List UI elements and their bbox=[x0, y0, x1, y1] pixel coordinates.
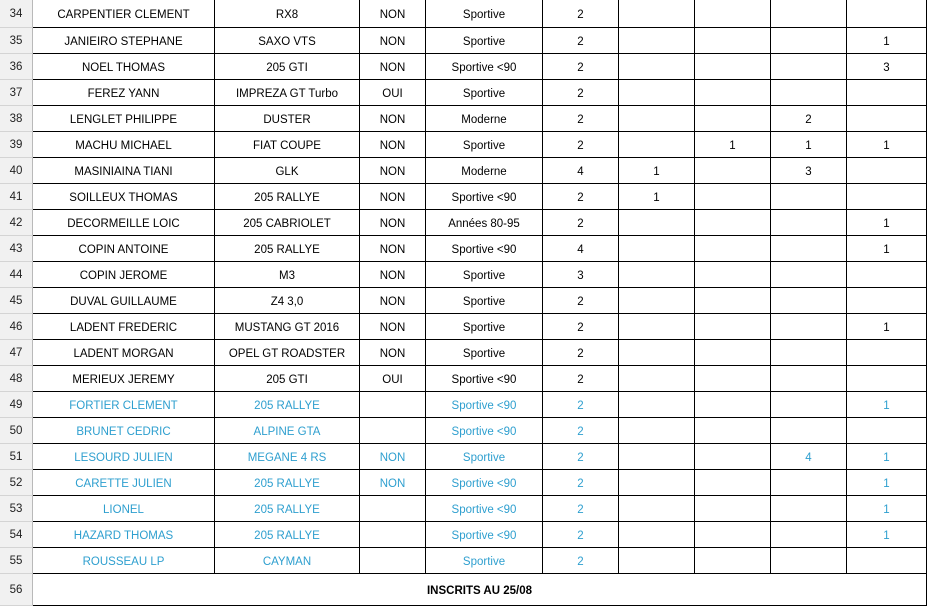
cell-category[interactable]: Sportive <90 bbox=[426, 496, 543, 522]
cell-name[interactable]: LESOURD JULIEN bbox=[33, 444, 215, 470]
cell-count[interactable]: 2 bbox=[543, 392, 619, 418]
cell-car[interactable]: 205 RALLYE bbox=[215, 184, 360, 210]
row-header[interactable]: 36 bbox=[0, 54, 33, 80]
cell-extra-1[interactable] bbox=[619, 314, 695, 340]
table-row bbox=[0, 28, 927, 54]
cell-category[interactable]: Sportive <90 bbox=[426, 470, 543, 496]
table-row bbox=[0, 418, 927, 444]
row-header[interactable]: 34 bbox=[0, 0, 33, 28]
row-header[interactable]: 49 bbox=[0, 392, 33, 418]
cell-extra-1[interactable] bbox=[619, 366, 695, 392]
cell-name[interactable]: MASINIAINA TIANI bbox=[33, 158, 215, 184]
cell-car[interactable]: ALPINE GTA bbox=[215, 418, 360, 444]
cell-option[interactable]: NON bbox=[360, 0, 426, 28]
cell-extra-3[interactable]: 4 bbox=[771, 444, 847, 470]
table-row bbox=[0, 236, 927, 262]
cell-count[interactable]: 2 bbox=[543, 0, 619, 28]
cell-extra-1[interactable] bbox=[619, 496, 695, 522]
cell-extra-4[interactable] bbox=[847, 80, 927, 106]
cell-category[interactable]: Sportive bbox=[426, 314, 543, 340]
cell-category[interactable]: Moderne bbox=[426, 106, 543, 132]
cell-option[interactable] bbox=[360, 522, 426, 548]
cell-extra-3[interactable] bbox=[771, 522, 847, 548]
cell-count[interactable]: 2 bbox=[543, 444, 619, 470]
registered-as-of-label[interactable]: INSCRITS AU 25/08 bbox=[33, 574, 927, 606]
cell-name[interactable]: SOILLEUX THOMAS bbox=[33, 184, 215, 210]
cell-car[interactable]: IMPREZA GT Turbo bbox=[215, 80, 360, 106]
cell-car[interactable]: GLK bbox=[215, 158, 360, 184]
cell-car[interactable]: 205 RALLYE bbox=[215, 522, 360, 548]
cell-category[interactable]: Sportive bbox=[426, 80, 543, 106]
table-row bbox=[0, 522, 927, 548]
cell-extra-1[interactable]: 1 bbox=[619, 158, 695, 184]
row-header[interactable]: 38 bbox=[0, 106, 33, 132]
cell-car[interactable]: MUSTANG GT 2016 bbox=[215, 314, 360, 340]
cell-option[interactable]: NON bbox=[360, 132, 426, 158]
cell-car[interactable]: RX8 bbox=[215, 0, 360, 28]
cell-extra-2[interactable] bbox=[695, 340, 771, 366]
cell-name[interactable]: BRUNET CEDRIC bbox=[33, 418, 215, 444]
cell-extra-1[interactable] bbox=[619, 80, 695, 106]
row-header[interactable]: 39 bbox=[0, 132, 33, 158]
cell-option[interactable]: NON bbox=[360, 444, 426, 470]
cell-option[interactable] bbox=[360, 496, 426, 522]
cell-extra-3[interactable] bbox=[771, 288, 847, 314]
cell-extra-1[interactable]: 1 bbox=[619, 184, 695, 210]
table-row bbox=[0, 548, 927, 574]
cell-extra-2[interactable] bbox=[695, 184, 771, 210]
cell-name[interactable]: FORTIER CLEMENT bbox=[33, 392, 215, 418]
cell-extra-2[interactable] bbox=[695, 314, 771, 340]
cell-extra-4[interactable]: 1 bbox=[847, 444, 927, 470]
cell-category[interactable]: Sportive <90 bbox=[426, 184, 543, 210]
cell-extra-3[interactable] bbox=[771, 262, 847, 288]
cell-category[interactable]: Sportive bbox=[426, 28, 543, 54]
cell-name[interactable]: LADENT MORGAN bbox=[33, 340, 215, 366]
cell-car[interactable]: 205 GTI bbox=[215, 54, 360, 80]
cell-category[interactable]: Sportive <90 bbox=[426, 366, 543, 392]
cell-extra-4[interactable]: 1 bbox=[847, 28, 927, 54]
cell-extra-4[interactable]: 1 bbox=[847, 496, 927, 522]
cell-car[interactable]: Z4 3,0 bbox=[215, 288, 360, 314]
table-row bbox=[0, 262, 927, 288]
cell-extra-2[interactable]: 1 bbox=[695, 132, 771, 158]
cell-option[interactable] bbox=[360, 418, 426, 444]
table-row bbox=[0, 80, 927, 106]
cell-extra-1[interactable] bbox=[619, 236, 695, 262]
row-header[interactable]: 40 bbox=[0, 158, 33, 184]
cell-extra-4[interactable] bbox=[847, 106, 927, 132]
cell-extra-1[interactable] bbox=[619, 262, 695, 288]
cell-count[interactable]: 2 bbox=[543, 80, 619, 106]
cell-extra-2[interactable] bbox=[695, 54, 771, 80]
row-header[interactable]: 45 bbox=[0, 288, 33, 314]
cell-extra-2[interactable] bbox=[695, 80, 771, 106]
cell-option[interactable]: NON bbox=[360, 288, 426, 314]
cell-extra-3[interactable]: 2 bbox=[771, 106, 847, 132]
cell-option[interactable] bbox=[360, 548, 426, 574]
row-header[interactable]: 55 bbox=[0, 548, 33, 574]
table-row bbox=[0, 444, 927, 470]
cell-category[interactable]: Sportive bbox=[426, 288, 543, 314]
table-row bbox=[0, 496, 927, 522]
cell-name[interactable]: COPIN ANTOINE bbox=[33, 236, 215, 262]
cell-option[interactable]: NON bbox=[360, 210, 426, 236]
row-header[interactable]: 41 bbox=[0, 184, 33, 210]
cell-extra-1[interactable] bbox=[619, 548, 695, 574]
cell-extra-1[interactable] bbox=[619, 444, 695, 470]
cell-extra-1[interactable] bbox=[619, 470, 695, 496]
cell-option[interactable]: NON bbox=[360, 184, 426, 210]
cell-extra-3[interactable]: 1 bbox=[771, 132, 847, 158]
cell-car[interactable]: SAXO VTS bbox=[215, 28, 360, 54]
cell-extra-2[interactable] bbox=[695, 522, 771, 548]
cell-extra-1[interactable] bbox=[619, 132, 695, 158]
cell-category[interactable]: Sportive bbox=[426, 262, 543, 288]
cell-count[interactable]: 2 bbox=[543, 28, 619, 54]
cell-extra-2[interactable] bbox=[695, 548, 771, 574]
cell-name[interactable]: DECORMEILLE LOIC bbox=[33, 210, 215, 236]
cell-extra-4[interactable]: 1 bbox=[847, 470, 927, 496]
row-header[interactable]: 44 bbox=[0, 262, 33, 288]
cell-extra-3[interactable] bbox=[771, 366, 847, 392]
row-header[interactable]: 47 bbox=[0, 340, 33, 366]
cell-extra-3[interactable] bbox=[771, 314, 847, 340]
row-header[interactable]: 56 bbox=[0, 574, 33, 606]
cell-count[interactable]: 2 bbox=[543, 132, 619, 158]
cell-extra-4[interactable] bbox=[847, 548, 927, 574]
cell-extra-2[interactable] bbox=[695, 106, 771, 132]
cell-count[interactable]: 3 bbox=[543, 262, 619, 288]
cell-extra-4[interactable]: 1 bbox=[847, 314, 927, 340]
cell-extra-1[interactable] bbox=[619, 288, 695, 314]
cell-extra-3[interactable] bbox=[771, 470, 847, 496]
cell-option[interactable]: OUI bbox=[360, 80, 426, 106]
cell-count[interactable]: 2 bbox=[543, 314, 619, 340]
row-header[interactable]: 35 bbox=[0, 28, 33, 54]
cell-count[interactable]: 4 bbox=[543, 236, 619, 262]
cell-extra-2[interactable] bbox=[695, 470, 771, 496]
cell-extra-1[interactable] bbox=[619, 210, 695, 236]
cell-extra-3[interactable] bbox=[771, 418, 847, 444]
cell-count[interactable]: 2 bbox=[543, 470, 619, 496]
cell-car[interactable]: 205 GTI bbox=[215, 366, 360, 392]
table-row bbox=[0, 470, 927, 496]
cell-category[interactable]: Sportive bbox=[426, 132, 543, 158]
cell-category[interactable]: Années 80-95 bbox=[426, 210, 543, 236]
cell-extra-4[interactable]: 1 bbox=[847, 522, 927, 548]
cell-extra-2[interactable] bbox=[695, 392, 771, 418]
row-header[interactable]: 46 bbox=[0, 314, 33, 340]
cell-extra-3[interactable] bbox=[771, 496, 847, 522]
cell-extra-2[interactable] bbox=[695, 262, 771, 288]
cell-extra-4[interactable] bbox=[847, 184, 927, 210]
cell-extra-1[interactable] bbox=[619, 522, 695, 548]
cell-name[interactable]: ROUSSEAU LP bbox=[33, 548, 215, 574]
cell-option[interactable]: NON bbox=[360, 54, 426, 80]
cell-extra-3[interactable] bbox=[771, 54, 847, 80]
cell-extra-1[interactable] bbox=[619, 418, 695, 444]
cell-category[interactable]: Sportive <90 bbox=[426, 236, 543, 262]
cell-extra-2[interactable] bbox=[695, 158, 771, 184]
cell-extra-3[interactable] bbox=[771, 184, 847, 210]
cell-name[interactable]: NOEL THOMAS bbox=[33, 54, 215, 80]
cell-count[interactable]: 2 bbox=[543, 418, 619, 444]
row-header[interactable]: 51 bbox=[0, 444, 33, 470]
cell-extra-3[interactable] bbox=[771, 210, 847, 236]
cell-count[interactable]: 2 bbox=[543, 106, 619, 132]
cell-car[interactable]: CAYMAN bbox=[215, 548, 360, 574]
cell-name[interactable]: DUVAL GUILLAUME bbox=[33, 288, 215, 314]
cell-car[interactable]: 205 RALLYE bbox=[215, 470, 360, 496]
table-row bbox=[0, 340, 927, 366]
row-header[interactable]: 53 bbox=[0, 496, 33, 522]
cell-option[interactable]: NON bbox=[360, 314, 426, 340]
cell-extra-4[interactable] bbox=[847, 262, 927, 288]
cell-extra-1[interactable] bbox=[619, 54, 695, 80]
cell-extra-2[interactable] bbox=[695, 288, 771, 314]
cell-count[interactable]: 2 bbox=[543, 54, 619, 80]
cell-option[interactable]: NON bbox=[360, 470, 426, 496]
table-row bbox=[0, 314, 927, 340]
cell-extra-1[interactable] bbox=[619, 28, 695, 54]
cell-extra-4[interactable] bbox=[847, 418, 927, 444]
cell-category[interactable]: Sportive <90 bbox=[426, 522, 543, 548]
cell-name[interactable]: LENGLET PHILIPPE bbox=[33, 106, 215, 132]
row-header[interactable]: 37 bbox=[0, 80, 33, 106]
row-header[interactable]: 42 bbox=[0, 210, 33, 236]
cell-option[interactable]: NON bbox=[360, 28, 426, 54]
cell-extra-4[interactable] bbox=[847, 366, 927, 392]
cell-extra-3[interactable] bbox=[771, 28, 847, 54]
cell-name[interactable]: LIONEL bbox=[33, 496, 215, 522]
cell-car[interactable]: DUSTER bbox=[215, 106, 360, 132]
cell-extra-4[interactable]: 1 bbox=[847, 210, 927, 236]
table-row bbox=[0, 132, 927, 158]
cell-extra-2[interactable] bbox=[695, 210, 771, 236]
table-row bbox=[0, 158, 927, 184]
row-header[interactable]: 48 bbox=[0, 366, 33, 392]
row-header[interactable]: 52 bbox=[0, 470, 33, 496]
cell-car[interactable]: 205 RALLYE bbox=[215, 496, 360, 522]
cell-name[interactable]: JANIEIRO STEPHANE bbox=[33, 28, 215, 54]
cell-option[interactable]: NON bbox=[360, 106, 426, 132]
cell-name[interactable]: LADENT FREDERIC bbox=[33, 314, 215, 340]
cell-extra-1[interactable] bbox=[619, 106, 695, 132]
cell-category[interactable]: Sportive bbox=[426, 548, 543, 574]
cell-car[interactable]: OPEL GT ROADSTER bbox=[215, 340, 360, 366]
cell-count[interactable]: 4 bbox=[543, 158, 619, 184]
row-header[interactable]: 54 bbox=[0, 522, 33, 548]
cell-count[interactable]: 2 bbox=[543, 522, 619, 548]
cell-name[interactable]: CARPENTIER CLEMENT bbox=[33, 0, 215, 28]
cell-option[interactable] bbox=[360, 392, 426, 418]
cell-category[interactable]: Sportive bbox=[426, 444, 543, 470]
cell-extra-4[interactable]: 3 bbox=[847, 54, 927, 80]
cell-count[interactable]: 2 bbox=[543, 184, 619, 210]
cell-name[interactable]: CARETTE JULIEN bbox=[33, 470, 215, 496]
cell-name[interactable]: MERIEUX JEREMY bbox=[33, 366, 215, 392]
cell-option[interactable]: NON bbox=[360, 340, 426, 366]
cell-name[interactable]: HAZARD THOMAS bbox=[33, 522, 215, 548]
cell-extra-1[interactable] bbox=[619, 340, 695, 366]
cell-extra-4[interactable] bbox=[847, 0, 927, 28]
cell-count[interactable]: 2 bbox=[543, 210, 619, 236]
cell-extra-4[interactable]: 1 bbox=[847, 392, 927, 418]
table-row bbox=[0, 288, 927, 314]
cell-count[interactable]: 2 bbox=[543, 366, 619, 392]
cell-extra-2[interactable] bbox=[695, 366, 771, 392]
cell-extra-4[interactable]: 1 bbox=[847, 236, 927, 262]
cell-option[interactable]: NON bbox=[360, 158, 426, 184]
cell-extra-3[interactable] bbox=[771, 340, 847, 366]
cell-category[interactable]: Sportive bbox=[426, 0, 543, 28]
cell-name[interactable]: FEREZ YANN bbox=[33, 80, 215, 106]
table-row-footer bbox=[0, 574, 927, 606]
cell-car[interactable]: 205 RALLYE bbox=[215, 236, 360, 262]
table-row bbox=[0, 210, 927, 236]
cell-option[interactable]: OUI bbox=[360, 366, 426, 392]
cell-option[interactable]: NON bbox=[360, 262, 426, 288]
cell-count[interactable]: 2 bbox=[543, 548, 619, 574]
cell-extra-4[interactable] bbox=[847, 158, 927, 184]
cell-category[interactable]: Sportive <90 bbox=[426, 418, 543, 444]
cell-car[interactable]: 205 RALLYE bbox=[215, 392, 360, 418]
cell-extra-1[interactable] bbox=[619, 0, 695, 28]
cell-extra-3[interactable] bbox=[771, 548, 847, 574]
table-row bbox=[0, 392, 927, 418]
cell-car[interactable]: M3 bbox=[215, 262, 360, 288]
cell-extra-2[interactable] bbox=[695, 28, 771, 54]
cell-count[interactable]: 2 bbox=[543, 340, 619, 366]
cell-car[interactable]: FIAT COUPE bbox=[215, 132, 360, 158]
cell-extra-4[interactable] bbox=[847, 288, 927, 314]
cell-extra-3[interactable] bbox=[771, 392, 847, 418]
cell-extra-1[interactable] bbox=[619, 392, 695, 418]
cell-category[interactable]: Sportive <90 bbox=[426, 54, 543, 80]
cell-extra-4[interactable]: 1 bbox=[847, 132, 927, 158]
cell-car[interactable]: 205 CABRIOLET bbox=[215, 210, 360, 236]
cell-extra-2[interactable] bbox=[695, 496, 771, 522]
cell-category[interactable]: Sportive bbox=[426, 340, 543, 366]
cell-category[interactable]: Moderne bbox=[426, 158, 543, 184]
cell-name[interactable]: COPIN JEROME bbox=[33, 262, 215, 288]
cell-name[interactable]: MACHU MICHAEL bbox=[33, 132, 215, 158]
table-row bbox=[0, 184, 927, 210]
cell-car[interactable]: MEGANE 4 RS bbox=[215, 444, 360, 470]
cell-category[interactable]: Sportive <90 bbox=[426, 392, 543, 418]
cell-extra-2[interactable] bbox=[695, 418, 771, 444]
cell-option[interactable]: NON bbox=[360, 236, 426, 262]
cell-extra-3[interactable] bbox=[771, 80, 847, 106]
cell-extra-2[interactable] bbox=[695, 0, 771, 28]
table-row bbox=[0, 106, 927, 132]
cell-extra-2[interactable] bbox=[695, 444, 771, 470]
cell-extra-4[interactable] bbox=[847, 340, 927, 366]
row-header[interactable]: 50 bbox=[0, 418, 33, 444]
table-row bbox=[0, 366, 927, 392]
cell-extra-3[interactable] bbox=[771, 236, 847, 262]
cell-count[interactable]: 2 bbox=[543, 288, 619, 314]
cell-extra-2[interactable] bbox=[695, 236, 771, 262]
cell-extra-3[interactable] bbox=[771, 0, 847, 28]
table-row bbox=[0, 54, 927, 80]
cell-count[interactable]: 2 bbox=[543, 496, 619, 522]
cell-extra-3[interactable]: 3 bbox=[771, 158, 847, 184]
table-row bbox=[0, 0, 927, 28]
row-header[interactable]: 43 bbox=[0, 236, 33, 262]
